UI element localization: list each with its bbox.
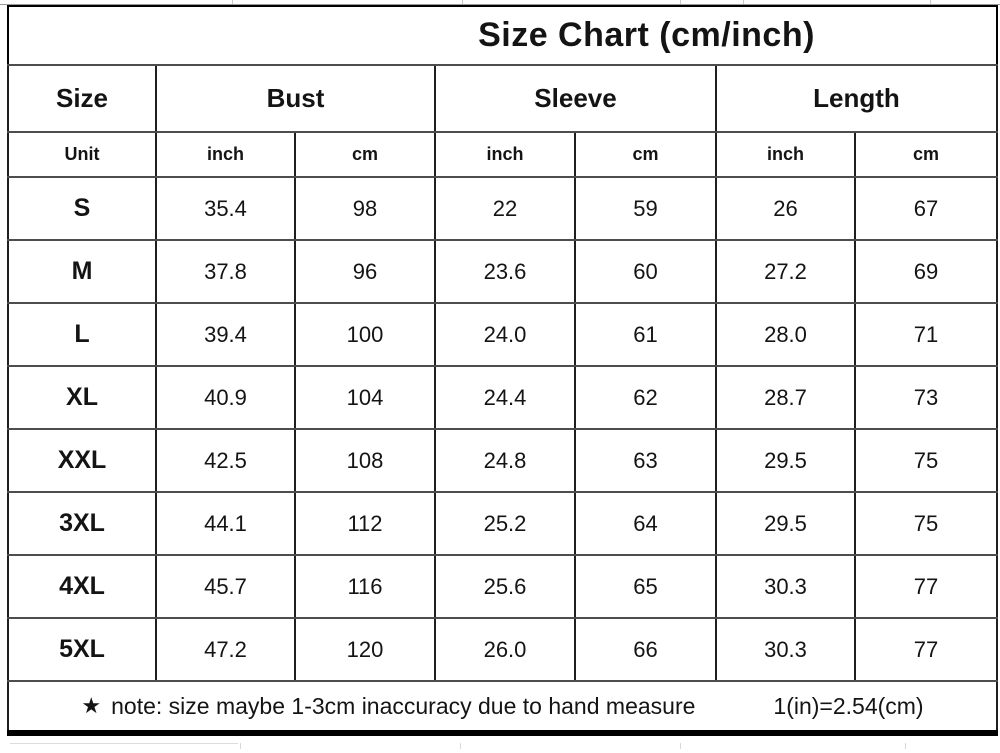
unit-length-inch: inch	[716, 132, 855, 177]
unit-row	[8, 132, 997, 177]
cell-length-inch: 29.5	[716, 492, 855, 555]
cell-size: XXL	[8, 429, 156, 492]
cell-size: L	[8, 303, 156, 366]
cell-size: 5XL	[8, 618, 156, 681]
size-chart-table	[7, 5, 998, 736]
cell-sleeve-inch: 24.8	[435, 429, 575, 492]
cell-sleeve-inch: 24.4	[435, 366, 575, 429]
cell-bust-cm: 116	[295, 555, 435, 618]
title-row	[8, 6, 997, 65]
cell-bust-inch: 44.1	[156, 492, 295, 555]
cell-sleeve-inch: 24.0	[435, 303, 575, 366]
table-row-l	[8, 303, 997, 366]
table-row-xl	[8, 366, 997, 429]
header-sleeve: Sleeve	[435, 65, 716, 132]
unit-bust-inch: inch	[156, 132, 295, 177]
cell-bust-inch: 45.7	[156, 555, 295, 618]
cell-length-inch: 27.2	[716, 240, 855, 303]
note-row	[8, 681, 997, 733]
cell-sleeve-inch: 25.6	[435, 555, 575, 618]
cell-sleeve-cm: 66	[575, 618, 716, 681]
cell-sleeve-cm: 63	[575, 429, 716, 492]
cell-length-cm: 73	[855, 366, 997, 429]
cell-size: 4XL	[8, 555, 156, 618]
table-row-s	[8, 177, 997, 240]
cell-bust-inch: 40.9	[156, 366, 295, 429]
cell-sleeve-cm: 64	[575, 492, 716, 555]
header-length: Length	[716, 65, 997, 132]
table-row-3xl	[8, 492, 997, 555]
unit-label: Unit	[8, 132, 156, 177]
conversion-text: 1(in)=2.54(cm)	[773, 692, 924, 719]
cell-length-cm: 77	[855, 618, 997, 681]
cell-bust-cm: 120	[295, 618, 435, 681]
cell-sleeve-inch: 23.6	[435, 240, 575, 303]
cell-size: 3XL	[8, 492, 156, 555]
chart-title: Size Chart (cm/inch)	[8, 6, 997, 65]
header-size: Size	[8, 65, 156, 132]
note-text: note: size maybe 1-3cm inaccuracy due to hand measure	[111, 692, 696, 719]
cell-sleeve-cm: 61	[575, 303, 716, 366]
table-row-5xl	[8, 618, 997, 681]
cell-size: M	[8, 240, 156, 303]
cell-bust-cm: 112	[295, 492, 435, 555]
cell-bust-inch: 39.4	[156, 303, 295, 366]
cell-length-cm: 77	[855, 555, 997, 618]
cell-bust-inch: 37.8	[156, 240, 295, 303]
cell-length-cm: 75	[855, 492, 997, 555]
cell-length-cm: 71	[855, 303, 997, 366]
cell-size: S	[8, 177, 156, 240]
cropped-row-below	[0, 743, 1000, 753]
cell-length-inch: 30.3	[716, 618, 855, 681]
cell-sleeve-cm: 59	[575, 177, 716, 240]
cell-length-inch: 29.5	[716, 429, 855, 492]
cell-length-cm: 75	[855, 429, 997, 492]
cell-sleeve-cm: 65	[575, 555, 716, 618]
cell-length-inch: 26	[716, 177, 855, 240]
star-icon: ★	[81, 693, 102, 718]
unit-sleeve-cm: cm	[575, 132, 716, 177]
header-row	[8, 65, 997, 132]
cell-bust-cm: 98	[295, 177, 435, 240]
cell-bust-inch: 47.2	[156, 618, 295, 681]
note-cell	[8, 681, 997, 733]
cell-bust-inch: 35.4	[156, 177, 295, 240]
cell-length-inch: 30.3	[716, 555, 855, 618]
cell-bust-inch: 42.5	[156, 429, 295, 492]
cell-length-inch: 28.0	[716, 303, 855, 366]
table-row-xxl	[8, 429, 997, 492]
header-bust: Bust	[156, 65, 435, 132]
cell-length-cm: 67	[855, 177, 997, 240]
table-row-m	[8, 240, 997, 303]
cell-length-inch: 28.7	[716, 366, 855, 429]
cell-sleeve-inch: 26.0	[435, 618, 575, 681]
cell-size: XL	[8, 366, 156, 429]
unit-bust-cm: cm	[295, 132, 435, 177]
cell-sleeve-inch: 25.2	[435, 492, 575, 555]
cell-bust-cm: 104	[295, 366, 435, 429]
cell-length-cm: 69	[855, 240, 997, 303]
unit-length-cm: cm	[855, 132, 997, 177]
cell-bust-cm: 108	[295, 429, 435, 492]
cell-bust-cm: 96	[295, 240, 435, 303]
table-row-4xl	[8, 555, 997, 618]
cell-sleeve-cm: 60	[575, 240, 716, 303]
unit-sleeve-inch: inch	[435, 132, 575, 177]
cell-sleeve-inch: 22	[435, 177, 575, 240]
cell-bust-cm: 100	[295, 303, 435, 366]
cell-sleeve-cm: 62	[575, 366, 716, 429]
